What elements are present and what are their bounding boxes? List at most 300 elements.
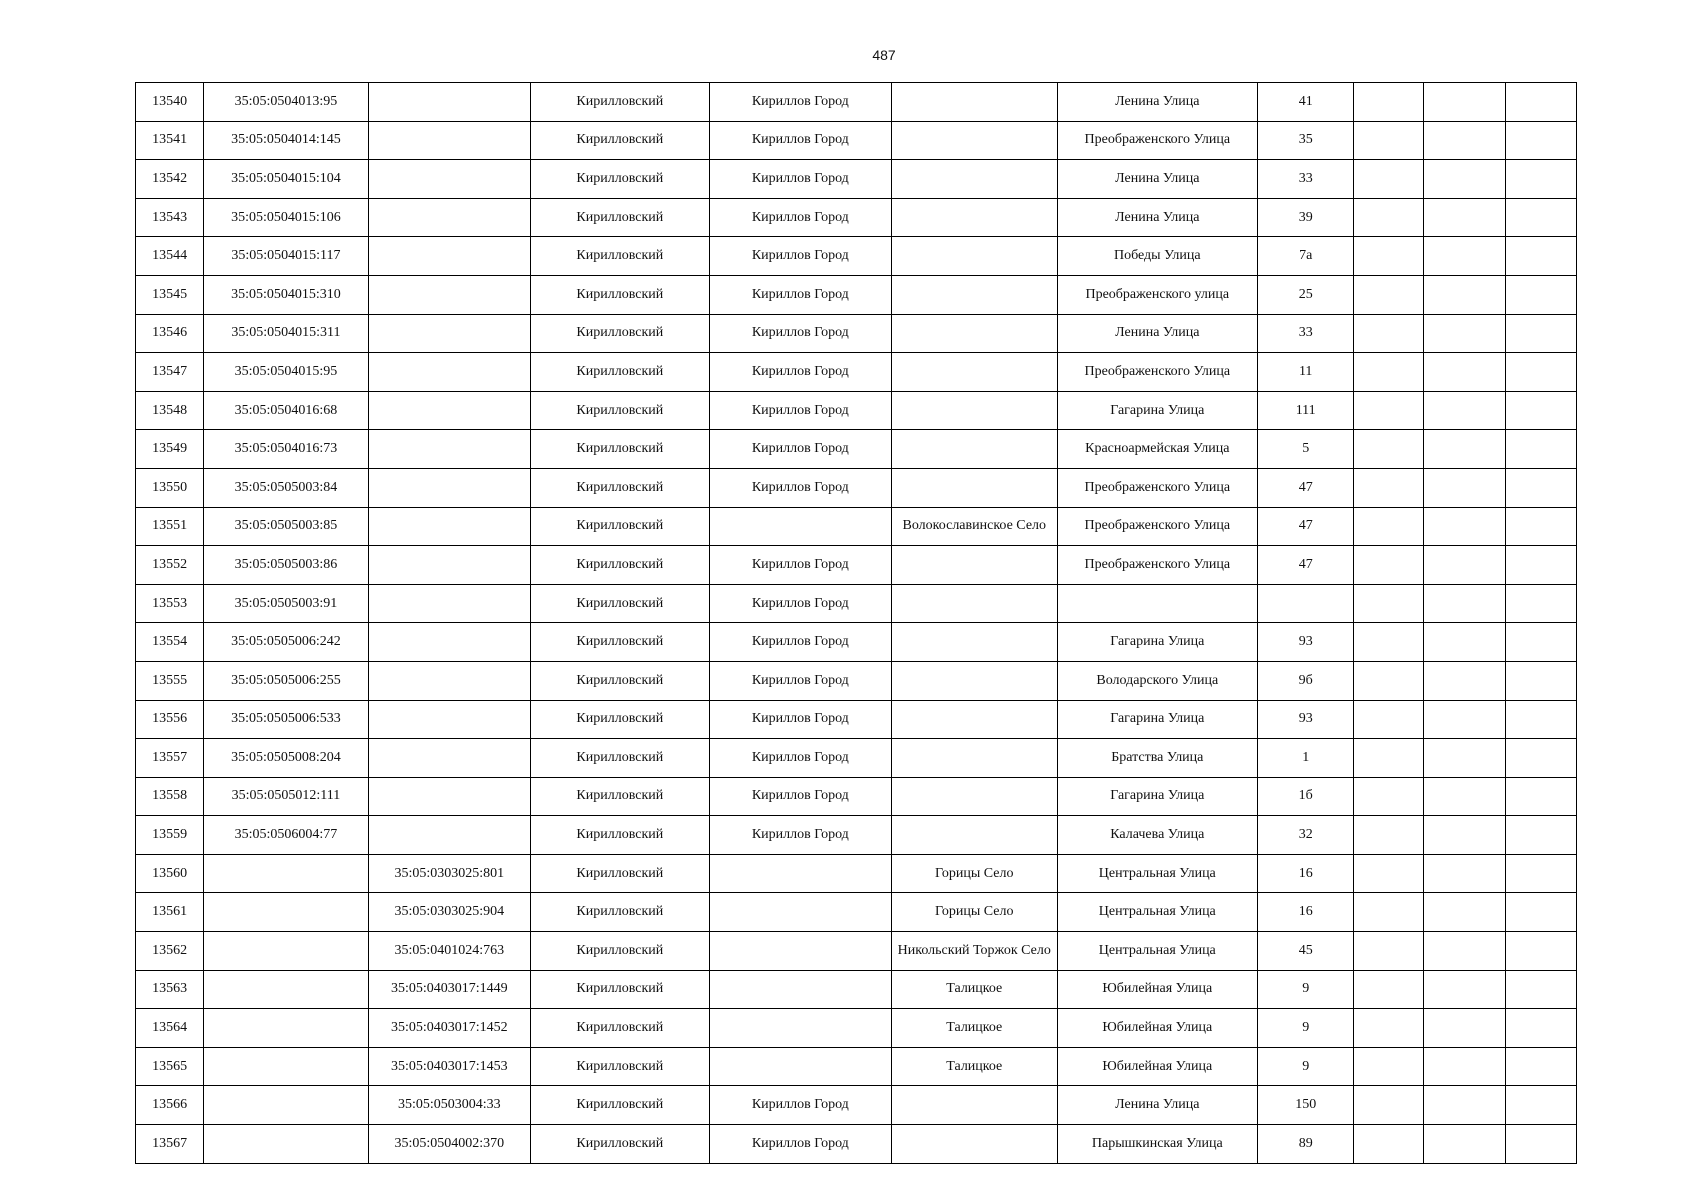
settlement-cell xyxy=(892,314,1057,353)
empty-cell xyxy=(1354,237,1423,276)
district-cell: Кирилловский xyxy=(531,275,709,314)
settlement-cell: Горицы Село xyxy=(892,854,1057,893)
city-cell: Кириллов Город xyxy=(709,546,892,585)
linked-cadastral-number-cell xyxy=(368,237,530,276)
street-cell: Ленина Улица xyxy=(1057,83,1258,122)
cadastral-number-cell: 35:05:0505003:91 xyxy=(204,584,368,623)
street-cell: Ленина Улица xyxy=(1057,198,1258,237)
cadastral-number-cell xyxy=(204,893,368,932)
empty-cell xyxy=(1505,1047,1576,1086)
district-cell: Кирилловский xyxy=(531,314,709,353)
row-number-cell: 13558 xyxy=(136,777,204,816)
table-row xyxy=(136,83,1577,122)
house-number-cell xyxy=(1258,584,1354,623)
empty-cell xyxy=(1423,700,1505,739)
house-number-cell: 16 xyxy=(1258,854,1354,893)
linked-cadastral-number-cell: 35:05:0503004:33 xyxy=(368,1086,530,1125)
district-cell: Кирилловский xyxy=(531,430,709,469)
table-row xyxy=(136,816,1577,855)
empty-cell xyxy=(1423,1047,1505,1086)
empty-cell xyxy=(1423,237,1505,276)
street-cell: Преображенского Улица xyxy=(1057,468,1258,507)
linked-cadastral-number-cell xyxy=(368,468,530,507)
city-cell xyxy=(709,970,892,1009)
house-number-cell: 111 xyxy=(1258,391,1354,430)
table-row xyxy=(136,893,1577,932)
cadastral-number-cell xyxy=(204,1009,368,1048)
street-cell: Ленина Улица xyxy=(1057,160,1258,199)
city-cell: Кириллов Город xyxy=(709,391,892,430)
cadastral-number-cell: 35:05:0505003:86 xyxy=(204,546,368,585)
empty-cell xyxy=(1505,700,1576,739)
empty-cell xyxy=(1354,661,1423,700)
table-row xyxy=(136,1009,1577,1048)
empty-cell xyxy=(1423,584,1505,623)
empty-cell xyxy=(1505,198,1576,237)
empty-cell xyxy=(1505,816,1576,855)
house-number-cell: 7а xyxy=(1258,237,1354,276)
settlement-cell: Талицкое xyxy=(892,1009,1057,1048)
empty-cell xyxy=(1423,83,1505,122)
empty-cell xyxy=(1505,970,1576,1009)
row-number-cell: 13546 xyxy=(136,314,204,353)
row-number-cell: 13557 xyxy=(136,739,204,778)
row-number-cell: 13556 xyxy=(136,700,204,739)
row-number-cell: 13566 xyxy=(136,1086,204,1125)
empty-cell xyxy=(1354,1125,1423,1164)
linked-cadastral-number-cell: 35:05:0504002:370 xyxy=(368,1125,530,1164)
linked-cadastral-number-cell: 35:05:0303025:801 xyxy=(368,854,530,893)
table-row xyxy=(136,314,1577,353)
row-number-cell: 13561 xyxy=(136,893,204,932)
cadastral-number-cell xyxy=(204,1047,368,1086)
cadastral-number-cell: 35:05:0504014:145 xyxy=(204,121,368,160)
empty-cell xyxy=(1354,121,1423,160)
table-row xyxy=(136,160,1577,199)
empty-cell xyxy=(1505,507,1576,546)
cadastral-number-cell xyxy=(204,1086,368,1125)
cadastral-number-cell: 35:05:0505012:111 xyxy=(204,777,368,816)
city-cell: Кириллов Город xyxy=(709,700,892,739)
city-cell xyxy=(709,932,892,971)
empty-cell xyxy=(1354,1047,1423,1086)
district-cell: Кирилловский xyxy=(531,237,709,276)
settlement-cell xyxy=(892,661,1057,700)
district-cell: Кирилловский xyxy=(531,83,709,122)
linked-cadastral-number-cell xyxy=(368,623,530,662)
house-number-cell: 33 xyxy=(1258,160,1354,199)
settlement-cell: Талицкое xyxy=(892,1047,1057,1086)
linked-cadastral-number-cell xyxy=(368,83,530,122)
row-number-cell: 13562 xyxy=(136,932,204,971)
empty-cell xyxy=(1505,739,1576,778)
empty-cell xyxy=(1423,932,1505,971)
district-cell: Кирилловский xyxy=(531,932,709,971)
settlement-cell xyxy=(892,198,1057,237)
city-cell: Кириллов Город xyxy=(709,623,892,662)
city-cell: Кириллов Город xyxy=(709,198,892,237)
table-row xyxy=(136,1086,1577,1125)
linked-cadastral-number-cell: 35:05:0401024:763 xyxy=(368,932,530,971)
street-cell: Красноармейская Улица xyxy=(1057,430,1258,469)
row-number-cell: 13554 xyxy=(136,623,204,662)
district-cell: Кирилловский xyxy=(531,198,709,237)
table-row xyxy=(136,777,1577,816)
empty-cell xyxy=(1505,932,1576,971)
row-number-cell: 13542 xyxy=(136,160,204,199)
house-number-cell: 5 xyxy=(1258,430,1354,469)
table-row xyxy=(136,430,1577,469)
empty-cell xyxy=(1423,430,1505,469)
row-number-cell: 13565 xyxy=(136,1047,204,1086)
district-cell: Кирилловский xyxy=(531,661,709,700)
empty-cell xyxy=(1423,970,1505,1009)
empty-cell xyxy=(1354,739,1423,778)
linked-cadastral-number-cell: 35:05:0403017:1449 xyxy=(368,970,530,1009)
cadastral-number-cell: 35:05:0504015:117 xyxy=(204,237,368,276)
settlement-cell: Талицкое xyxy=(892,970,1057,1009)
empty-cell xyxy=(1423,546,1505,585)
house-number-cell: 47 xyxy=(1258,468,1354,507)
linked-cadastral-number-cell xyxy=(368,816,530,855)
empty-cell xyxy=(1354,1086,1423,1125)
empty-cell xyxy=(1505,623,1576,662)
linked-cadastral-number-cell xyxy=(368,507,530,546)
street-cell: Преображенского Улица xyxy=(1057,353,1258,392)
linked-cadastral-number-cell xyxy=(368,275,530,314)
empty-cell xyxy=(1354,160,1423,199)
row-number-cell: 13567 xyxy=(136,1125,204,1164)
city-cell xyxy=(709,893,892,932)
linked-cadastral-number-cell xyxy=(368,584,530,623)
empty-cell xyxy=(1354,314,1423,353)
cadastral-number-cell xyxy=(204,1125,368,1164)
empty-cell xyxy=(1423,353,1505,392)
district-cell: Кирилловский xyxy=(531,739,709,778)
district-cell: Кирилловский xyxy=(531,1125,709,1164)
linked-cadastral-number-cell: 35:05:0403017:1452 xyxy=(368,1009,530,1048)
empty-cell xyxy=(1354,932,1423,971)
cadastral-number-cell xyxy=(204,932,368,971)
table-row xyxy=(136,970,1577,1009)
table-row xyxy=(136,932,1577,971)
settlement-cell xyxy=(892,121,1057,160)
row-number-cell: 13552 xyxy=(136,546,204,585)
empty-cell xyxy=(1354,353,1423,392)
table-row xyxy=(136,546,1577,585)
row-number-cell: 13547 xyxy=(136,353,204,392)
city-cell: Кириллов Город xyxy=(709,314,892,353)
city-cell: Кириллов Город xyxy=(709,1125,892,1164)
district-cell: Кирилловский xyxy=(531,623,709,662)
empty-cell xyxy=(1505,83,1576,122)
empty-cell xyxy=(1423,623,1505,662)
city-cell: Кириллов Город xyxy=(709,83,892,122)
district-cell: Кирилловский xyxy=(531,1047,709,1086)
city-cell: Кириллов Город xyxy=(709,816,892,855)
linked-cadastral-number-cell xyxy=(368,661,530,700)
empty-cell xyxy=(1354,1009,1423,1048)
house-number-cell: 47 xyxy=(1258,546,1354,585)
cadastral-number-cell: 35:05:0505006:255 xyxy=(204,661,368,700)
empty-cell xyxy=(1423,777,1505,816)
linked-cadastral-number-cell xyxy=(368,391,530,430)
empty-cell xyxy=(1423,314,1505,353)
street-cell: Преображенского Улица xyxy=(1057,546,1258,585)
empty-cell xyxy=(1505,854,1576,893)
row-number-cell: 13545 xyxy=(136,275,204,314)
table-row xyxy=(136,507,1577,546)
linked-cadastral-number-cell xyxy=(368,198,530,237)
street-cell: Ленина Улица xyxy=(1057,314,1258,353)
street-cell: Гагарина Улица xyxy=(1057,623,1258,662)
empty-cell xyxy=(1354,777,1423,816)
row-number-cell: 13563 xyxy=(136,970,204,1009)
cadastral-number-cell: 35:05:0505006:533 xyxy=(204,700,368,739)
district-cell: Кирилловский xyxy=(531,468,709,507)
cadastral-number-cell: 35:05:0504016:68 xyxy=(204,391,368,430)
empty-cell xyxy=(1505,275,1576,314)
street-cell: Ленина Улица xyxy=(1057,1086,1258,1125)
cadastral-number-cell: 35:05:0504015:310 xyxy=(204,275,368,314)
empty-cell xyxy=(1423,275,1505,314)
row-number-cell: 13559 xyxy=(136,816,204,855)
street-cell: Гагарина Улица xyxy=(1057,700,1258,739)
city-cell xyxy=(709,507,892,546)
city-cell: Кириллов Город xyxy=(709,777,892,816)
cadastral-number-cell: 35:05:0504015:95 xyxy=(204,353,368,392)
district-cell: Кирилловский xyxy=(531,700,709,739)
settlement-cell xyxy=(892,391,1057,430)
house-number-cell: 41 xyxy=(1258,83,1354,122)
street-cell: Калачева Улица xyxy=(1057,816,1258,855)
city-cell xyxy=(709,854,892,893)
linked-cadastral-number-cell xyxy=(368,700,530,739)
house-number-cell: 45 xyxy=(1258,932,1354,971)
cadastral-number-cell xyxy=(204,970,368,1009)
house-number-cell: 9б xyxy=(1258,661,1354,700)
empty-cell xyxy=(1505,1086,1576,1125)
cadastral-number-cell: 35:05:0505006:242 xyxy=(204,623,368,662)
house-number-cell: 47 xyxy=(1258,507,1354,546)
empty-cell xyxy=(1354,854,1423,893)
empty-cell xyxy=(1354,623,1423,662)
empty-cell xyxy=(1423,854,1505,893)
street-cell: Центральная Улица xyxy=(1057,893,1258,932)
settlement-cell xyxy=(892,468,1057,507)
empty-cell xyxy=(1354,275,1423,314)
cadastral-number-cell: 35:05:0505003:84 xyxy=(204,468,368,507)
street-cell: Преображенского Улица xyxy=(1057,507,1258,546)
empty-cell xyxy=(1354,430,1423,469)
house-number-cell: 1б xyxy=(1258,777,1354,816)
street-cell: Юбилейная Улица xyxy=(1057,1047,1258,1086)
empty-cell xyxy=(1505,777,1576,816)
empty-cell xyxy=(1505,1009,1576,1048)
district-cell: Кирилловский xyxy=(531,893,709,932)
settlement-cell: Никольский Торжок Село xyxy=(892,932,1057,971)
table-row xyxy=(136,391,1577,430)
district-cell: Кирилловский xyxy=(531,970,709,1009)
settlement-cell xyxy=(892,777,1057,816)
house-number-cell: 9 xyxy=(1258,970,1354,1009)
settlement-cell xyxy=(892,546,1057,585)
settlement-cell xyxy=(892,816,1057,855)
empty-cell xyxy=(1505,353,1576,392)
empty-cell xyxy=(1423,816,1505,855)
empty-cell xyxy=(1423,391,1505,430)
city-cell: Кириллов Город xyxy=(709,739,892,778)
street-cell: Юбилейная Улица xyxy=(1057,970,1258,1009)
empty-cell xyxy=(1354,546,1423,585)
district-cell: Кирилловский xyxy=(531,1086,709,1125)
empty-cell xyxy=(1505,468,1576,507)
empty-cell xyxy=(1423,1009,1505,1048)
cadastral-number-cell: 35:05:0506004:77 xyxy=(204,816,368,855)
table-row xyxy=(136,1047,1577,1086)
house-number-cell: 33 xyxy=(1258,314,1354,353)
row-number-cell: 13548 xyxy=(136,391,204,430)
empty-cell xyxy=(1505,584,1576,623)
district-cell: Кирилловский xyxy=(531,546,709,585)
cadastral-number-cell xyxy=(204,854,368,893)
table-row xyxy=(136,275,1577,314)
empty-cell xyxy=(1354,83,1423,122)
table-row xyxy=(136,623,1577,662)
row-number-cell: 13544 xyxy=(136,237,204,276)
house-number-cell: 1 xyxy=(1258,739,1354,778)
city-cell xyxy=(709,1047,892,1086)
empty-cell xyxy=(1423,1086,1505,1125)
house-number-cell: 16 xyxy=(1258,893,1354,932)
settlement-cell xyxy=(892,1125,1057,1164)
house-number-cell: 9 xyxy=(1258,1009,1354,1048)
settlement-cell xyxy=(892,237,1057,276)
row-number-cell: 13551 xyxy=(136,507,204,546)
row-number-cell: 13543 xyxy=(136,198,204,237)
empty-cell xyxy=(1354,198,1423,237)
table-row xyxy=(136,584,1577,623)
linked-cadastral-number-cell xyxy=(368,430,530,469)
street-cell: Парышкинская Улица xyxy=(1057,1125,1258,1164)
district-cell: Кирилловский xyxy=(531,584,709,623)
linked-cadastral-number-cell xyxy=(368,739,530,778)
street-cell: Победы Улица xyxy=(1057,237,1258,276)
table-body xyxy=(136,83,1577,1164)
empty-cell xyxy=(1423,121,1505,160)
table-row xyxy=(136,121,1577,160)
linked-cadastral-number-cell: 35:05:0403017:1453 xyxy=(368,1047,530,1086)
row-number-cell: 13550 xyxy=(136,468,204,507)
street-cell: Юбилейная Улица xyxy=(1057,1009,1258,1048)
linked-cadastral-number-cell xyxy=(368,777,530,816)
city-cell: Кириллов Город xyxy=(709,121,892,160)
row-number-cell: 13549 xyxy=(136,430,204,469)
city-cell xyxy=(709,1009,892,1048)
empty-cell xyxy=(1354,507,1423,546)
city-cell: Кириллов Город xyxy=(709,275,892,314)
empty-cell xyxy=(1354,816,1423,855)
empty-cell xyxy=(1423,661,1505,700)
street-cell: Братства Улица xyxy=(1057,739,1258,778)
cadastral-number-cell: 35:05:0505008:204 xyxy=(204,739,368,778)
table-row xyxy=(136,700,1577,739)
empty-cell xyxy=(1423,893,1505,932)
row-number-cell: 13560 xyxy=(136,854,204,893)
district-cell: Кирилловский xyxy=(531,391,709,430)
district-cell: Кирилловский xyxy=(531,353,709,392)
table-row xyxy=(136,468,1577,507)
house-number-cell: 9 xyxy=(1258,1047,1354,1086)
settlement-cell xyxy=(892,83,1057,122)
empty-cell xyxy=(1505,661,1576,700)
district-cell: Кирилловский xyxy=(531,1009,709,1048)
street-cell: Володарского Улица xyxy=(1057,661,1258,700)
cadastral-number-cell: 35:05:0504015:106 xyxy=(204,198,368,237)
cadastral-number-cell: 35:05:0505003:85 xyxy=(204,507,368,546)
empty-cell xyxy=(1505,237,1576,276)
settlement-cell xyxy=(892,1086,1057,1125)
house-number-cell: 35 xyxy=(1258,121,1354,160)
city-cell: Кириллов Город xyxy=(709,160,892,199)
empty-cell xyxy=(1505,160,1576,199)
house-number-cell: 25 xyxy=(1258,275,1354,314)
empty-cell xyxy=(1354,700,1423,739)
settlement-cell xyxy=(892,584,1057,623)
settlement-cell xyxy=(892,430,1057,469)
empty-cell xyxy=(1423,507,1505,546)
empty-cell xyxy=(1505,391,1576,430)
city-cell: Кириллов Город xyxy=(709,1086,892,1125)
street-cell: Гагарина Улица xyxy=(1057,777,1258,816)
district-cell: Кирилловский xyxy=(531,160,709,199)
row-number-cell: 13564 xyxy=(136,1009,204,1048)
property-registry-table xyxy=(135,82,1577,1164)
empty-cell xyxy=(1354,584,1423,623)
table-row xyxy=(136,198,1577,237)
settlement-cell: Волокославинское Село xyxy=(892,507,1057,546)
row-number-cell: 13541 xyxy=(136,121,204,160)
district-cell: Кирилловский xyxy=(531,121,709,160)
street-cell: Гагарина Улица xyxy=(1057,391,1258,430)
table-row xyxy=(136,661,1577,700)
linked-cadastral-number-cell xyxy=(368,353,530,392)
empty-cell xyxy=(1423,160,1505,199)
house-number-cell: 11 xyxy=(1258,353,1354,392)
city-cell: Кириллов Город xyxy=(709,237,892,276)
linked-cadastral-number-cell xyxy=(368,160,530,199)
settlement-cell xyxy=(892,700,1057,739)
settlement-cell xyxy=(892,353,1057,392)
cadastral-number-cell: 35:05:0504015:104 xyxy=(204,160,368,199)
empty-cell xyxy=(1354,468,1423,507)
table-row xyxy=(136,353,1577,392)
row-number-cell: 13553 xyxy=(136,584,204,623)
settlement-cell xyxy=(892,160,1057,199)
settlement-cell xyxy=(892,623,1057,662)
city-cell: Кириллов Город xyxy=(709,661,892,700)
page-number: 487 xyxy=(872,47,896,63)
cadastral-number-cell: 35:05:0504016:73 xyxy=(204,430,368,469)
empty-cell xyxy=(1354,893,1423,932)
empty-cell xyxy=(1505,893,1576,932)
empty-cell xyxy=(1505,430,1576,469)
table-row xyxy=(136,854,1577,893)
district-cell: Кирилловский xyxy=(531,507,709,546)
house-number-cell: 150 xyxy=(1258,1086,1354,1125)
empty-cell xyxy=(1423,198,1505,237)
settlement-cell xyxy=(892,275,1057,314)
